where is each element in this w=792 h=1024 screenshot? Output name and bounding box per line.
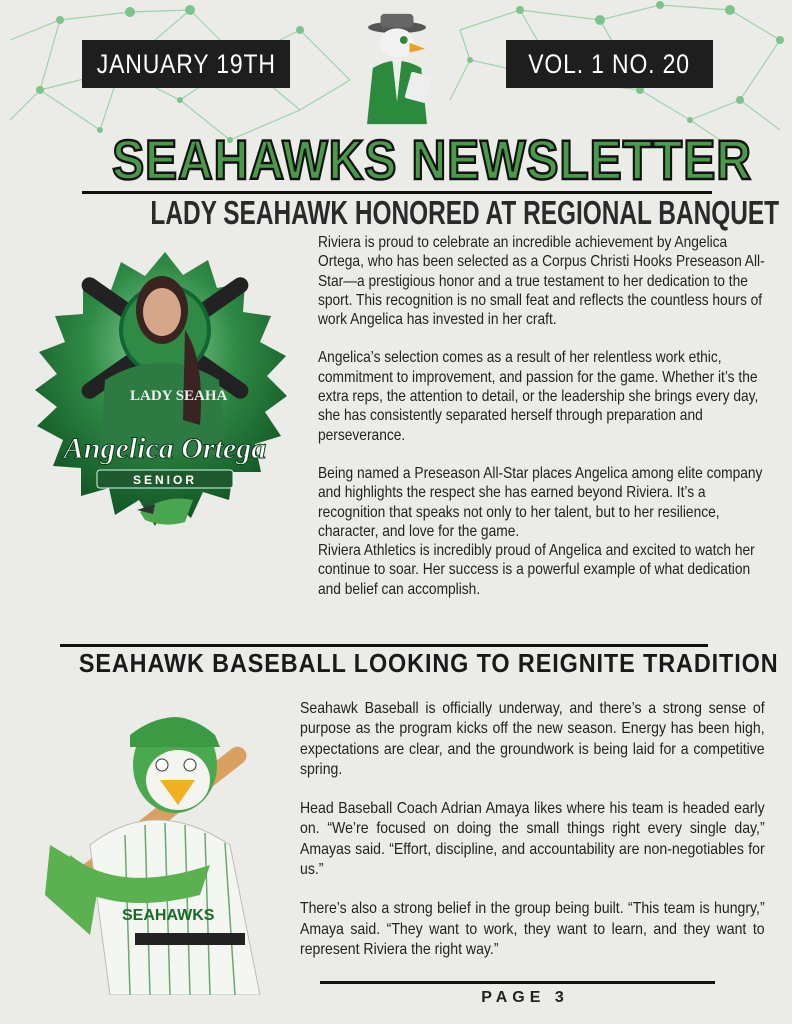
article1-paragraph: Riviera is proud to celebrate an incredible achievement by Angelica Ortega, who has been selected as a Corpus Christi Hooks Preseason All-Star—a prestigious honor and a true testament to her dedication to the sport. This recognition is no small feat and reflects the countless hours of work Angelica has invested in her craft. [318,234,765,329]
seahawk-reporter-mascot-image [352,10,442,128]
article2-paragraph: There’s also a strong belief in the group being built. “This team is hungry,” Amaya said. “They want to work, they want to learn, and they want to represent Riviera the right way.” [300,900,765,958]
article1-body [318,233,768,599]
date-text: JANUARY 19TH [96,48,276,79]
page-number: PAGE 3 [481,989,569,1006]
volume-text: VOL. 1 NO. 20 [528,48,691,79]
article1-paragraph: Angelica’s selection comes as a result of her relentless work ethic, commitment to improvement, and passion for the game. Whether it’s the extra reps, the attention to detail, or the leadership she brings every day, she has consistently separated herself through preparation and perseverance. [318,349,759,444]
article2-paragraph: Head Baseball Coach Adrian Amaya likes where his team is headed early on. “We’re focused on doing the small things right every single day,” Amayas said. “Effort, discipline, and accountability are non-negotiables for us.” [300,800,765,879]
footer-divider [320,981,715,984]
seahawk-baseball-mascot-image [30,695,275,995]
date-badge [82,40,290,88]
article1-headline: LADY SEAHAWK HONORED AT REGIONAL BANQUET [150,194,780,231]
section-divider [60,644,708,647]
article1-paragraph: Being named a Preseason All-Star places Angelica among elite company and highlights the respect she has earned beyond Riviera. It’s a recognition that speaks not only to her talent, but to her resilience, character, and love for the game. [318,464,763,540]
player-name: Angelica Ortega [63,432,267,465]
article2-paragraph: Seahawk Baseball is officially underway, and there’s a strong sense of purpose as the program kicks off the new season. Energy has been high, expectations are clear, and the groundwork is being laid for a competitive spring. [300,700,765,778]
article1-paragraph: Riviera Athletics is incredibly proud of Angelica and excited to watch her continue to soar. Her success is a powerful example of what dedication and belief can accomplish. [318,542,755,598]
player-badge-graphic [25,250,305,535]
player-class: SENIOR [132,473,198,487]
volume-badge [506,40,713,88]
mascot-jersey-lettering: SEAHAWKS [122,907,215,924]
article2-body [300,699,765,960]
newsletter-title: SEAHAWKS NEWSLETTER [112,128,752,191]
article2-headline: SEAHAWK BASEBALL LOOKING TO REIGNITE TRADITION [78,648,779,678]
badge-starburst-image [25,250,305,535]
jersey-lettering: LADY SEAHA [130,388,228,404]
